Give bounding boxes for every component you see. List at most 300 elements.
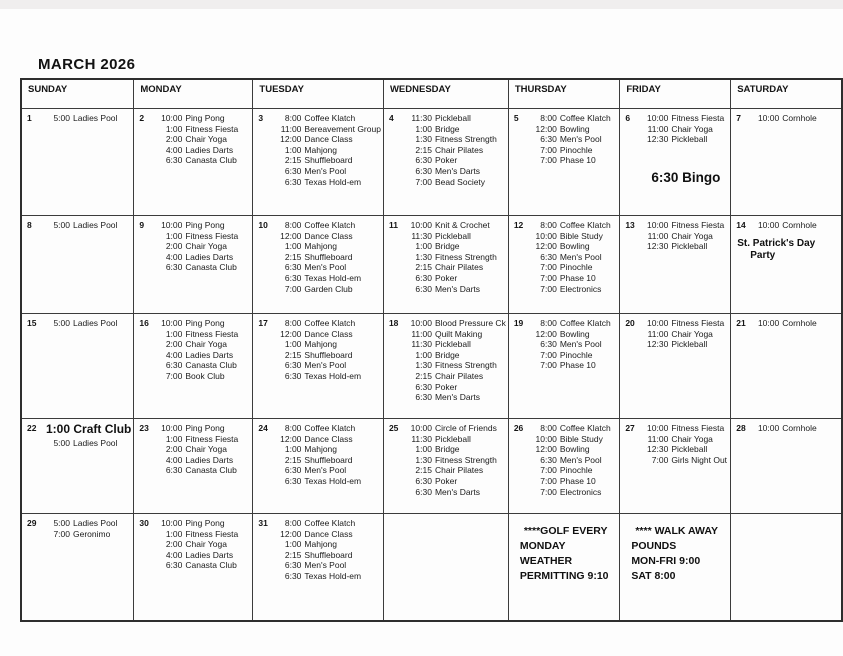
event-time: 8:00: [284, 423, 302, 433]
day-cell-10: [253, 216, 384, 314]
calendar-event: [753, 113, 839, 124]
event-name: Coffee Klatch: [559, 220, 611, 230]
event-name: Chair Pilates: [434, 465, 484, 476]
event-name: Knit & Crochet: [434, 220, 490, 230]
event-time: 2:15: [284, 454, 302, 465]
calendar-event: [156, 145, 250, 156]
event-name: Chair Yoga: [185, 134, 227, 145]
calendar-event: [406, 455, 506, 466]
calendar-event: [642, 231, 728, 242]
day-cell-11: [383, 216, 508, 314]
event-time: 7:00: [540, 262, 557, 273]
highlight-event: 1:00 Craft Club: [46, 422, 132, 436]
event-name: Ladies Pool: [73, 220, 118, 230]
calendar-event: [406, 476, 506, 487]
event-name: Phase 10: [559, 475, 596, 486]
event-name: Shuffleboard: [304, 454, 353, 465]
event-name: Men's Pool: [559, 454, 602, 465]
calendar-event: [44, 438, 131, 449]
event-name: Poker: [434, 475, 458, 486]
calendar-event: [44, 220, 131, 231]
event-time: 10:00: [410, 318, 432, 328]
day-number: 5: [513, 113, 519, 123]
event-time: 11:00: [411, 328, 432, 339]
calendar-event: [275, 465, 381, 476]
calendar-event: [275, 560, 381, 571]
calendar-event: [531, 434, 617, 445]
calendar-event: [642, 134, 728, 145]
event-time: 12:30: [647, 339, 669, 350]
event-name: Men's Pool: [304, 360, 347, 371]
calendar-event: [156, 539, 250, 550]
day-header-friday: FRIDAY: [620, 79, 731, 109]
event-name: Shuffleboard: [304, 251, 353, 262]
day-number: 7: [736, 113, 741, 123]
calendar-event: [156, 318, 250, 329]
event-list: [753, 423, 839, 434]
day-cell-26: [508, 419, 619, 514]
calendar-event: [156, 231, 250, 242]
event-time: 1:00: [415, 241, 432, 252]
event-name: Pinochle: [559, 262, 593, 273]
calendar-event: [531, 124, 617, 135]
event-list: [275, 423, 381, 487]
event-time: 12:30: [647, 444, 669, 455]
day-cell-29: [21, 514, 134, 621]
calendar-event: [406, 166, 506, 177]
event-time: 7:00: [540, 144, 557, 155]
calendar-event: [642, 220, 728, 231]
day-number: 16: [139, 318, 149, 328]
calendar-event: [406, 350, 506, 361]
calendar-event: [156, 350, 250, 361]
event-name: Bridge: [434, 241, 460, 252]
event-name: Chair Yoga: [185, 539, 227, 550]
day-cell-21: [731, 314, 842, 419]
calendar-event: [406, 241, 506, 252]
special-note: St. Patrick's Day Party: [737, 237, 816, 262]
day-number: 17: [258, 318, 268, 328]
calendar-event: [156, 465, 250, 476]
calendar-event: [275, 145, 381, 156]
event-name: Phase 10: [559, 272, 596, 283]
event-name: Ladies Pool: [73, 318, 118, 328]
event-time: 10:00: [647, 318, 669, 328]
event-name: Ladies Darts: [185, 349, 234, 360]
event-time: 10:00: [161, 518, 183, 528]
event-time: 12:00: [280, 230, 302, 241]
event-time: 10:00: [757, 220, 780, 230]
event-time: 1:00: [415, 123, 432, 134]
event-time: 6:30: [415, 486, 432, 497]
calendar-event: [531, 318, 617, 329]
event-time: 12:00: [535, 123, 557, 134]
event-list: [642, 113, 728, 145]
event-time: 12:00: [535, 444, 557, 455]
empty-cell: [383, 514, 508, 621]
event-name: Texas Hold-em: [304, 370, 362, 381]
calendar-event: [156, 339, 250, 350]
day-number: 20: [625, 318, 635, 328]
event-time: 10:00: [647, 220, 669, 230]
event-time: 7:00: [540, 283, 557, 294]
day-number: 9: [139, 220, 145, 230]
event-time: 2:15: [415, 465, 432, 476]
event-time: 6:30: [284, 570, 302, 581]
calendar-event: [275, 155, 381, 166]
event-name: Pickleball: [671, 241, 708, 252]
event-time: 11:00: [280, 123, 302, 134]
event-time: 2:15: [284, 549, 302, 560]
event-time: 8:00: [284, 518, 302, 528]
event-time: 6:30: [165, 155, 183, 166]
calendar-event: [406, 113, 506, 124]
calendar-event: [642, 329, 728, 340]
event-name: Bridge: [434, 123, 460, 134]
calendar-event: [531, 134, 617, 145]
event-name: Shuffleboard: [304, 349, 353, 360]
event-name: Fitness Fiesta: [185, 528, 239, 539]
calendar-event: [156, 360, 250, 371]
event-list: [275, 318, 381, 382]
event-time: 7:00: [540, 349, 557, 360]
calendar-event: [275, 113, 381, 124]
day-cell-30: [134, 514, 253, 621]
calendar-event: [531, 465, 617, 476]
event-list: [275, 113, 381, 187]
event-name: Pickleball: [434, 433, 471, 444]
event-list: [156, 318, 250, 382]
event-list: [531, 423, 617, 497]
day-number: 1: [27, 113, 32, 123]
event-time: 1:00: [284, 339, 302, 350]
event-name: Dance Class: [304, 230, 353, 241]
event-time: 1:00: [165, 123, 183, 134]
week-row-2: [21, 216, 842, 314]
event-name: Ping Pong: [185, 113, 225, 123]
event-time: 2:15: [415, 262, 432, 273]
event-time: 11:00: [647, 230, 669, 241]
calendar-event: [44, 113, 131, 124]
event-time: 2:15: [415, 370, 432, 381]
calendar-event: [531, 329, 617, 340]
event-time: 2:15: [284, 251, 302, 262]
event-name: Shuffleboard: [304, 549, 353, 560]
event-name: Phase 10: [559, 360, 596, 371]
calendar-event: [531, 350, 617, 361]
scan-edge-strip: [0, 0, 843, 9]
calendar-event: [406, 284, 506, 295]
calendar-event: [156, 262, 250, 273]
event-time: 4:00: [165, 349, 183, 360]
event-name: Men's Darts: [434, 392, 481, 403]
event-time: 6:30: [415, 283, 432, 294]
event-name: Fitness Fiesta: [185, 328, 239, 339]
calendar-event: [156, 124, 250, 135]
day-number: 28: [736, 423, 746, 433]
event-time: 2:15: [284, 155, 302, 166]
event-time: 1:30: [415, 454, 432, 465]
week-row-3: [21, 314, 842, 419]
day-number: 2: [139, 113, 145, 123]
calendar-event: [642, 124, 728, 135]
day-number: 23: [139, 423, 149, 433]
event-time: 10:00: [410, 220, 432, 230]
event-time: 1:00: [284, 539, 302, 550]
calendar-event: [531, 113, 617, 124]
event-name: Blood Pressure Ck: [434, 318, 506, 328]
event-name: Canasta Club: [185, 560, 237, 571]
day-cell-16: [134, 314, 253, 419]
calendar-event: [275, 550, 381, 561]
event-list: [156, 423, 250, 476]
calendar-table: [20, 78, 843, 622]
event-name: Ping Pong: [185, 220, 225, 230]
event-time: 2:00: [165, 339, 183, 350]
calendar-event: [44, 318, 131, 329]
special-note: ****GOLF EVERY MONDAY WEATHER PERMITTING 9:10: [519, 525, 609, 582]
day-cell-14: [731, 216, 842, 314]
day-cell-19: [508, 314, 619, 419]
event-name: Poker: [434, 272, 458, 283]
event-time: 1:00: [165, 433, 183, 444]
event-name: Fitness Fiesta: [671, 318, 725, 328]
calendar-event: [156, 155, 250, 166]
calendar-event: [275, 284, 381, 295]
calendar-event: [531, 273, 617, 284]
event-name: Bridge: [434, 349, 460, 360]
calendar-event: [642, 339, 728, 350]
event-list: [406, 220, 506, 294]
event-time: 7:00: [165, 370, 183, 381]
day-cell-12: [508, 216, 619, 314]
calendar-event: [406, 231, 506, 242]
day-cell-22: [21, 419, 134, 514]
calendar-event: [275, 518, 381, 529]
day-cell-25: [383, 419, 508, 514]
event-time: 10:00: [757, 423, 780, 433]
event-name: Shuffleboard: [304, 155, 353, 166]
calendar-event: [156, 241, 250, 252]
calendar-event: [275, 134, 381, 145]
calendar-event: [406, 134, 506, 145]
event-name: Girls Night Out: [671, 454, 728, 465]
calendar-event: [406, 434, 506, 445]
event-name: Dance Class: [304, 433, 353, 444]
event-name: Fitness Strength: [434, 134, 497, 145]
event-time: 6:30: [540, 251, 557, 262]
event-name: Men's Pool: [559, 339, 602, 350]
day-cell-31: [253, 514, 384, 621]
event-name: Coffee Klatch: [559, 318, 611, 328]
calendar-event: [531, 220, 617, 231]
event-name: Ping Pong: [185, 318, 225, 328]
calendar-event: [642, 113, 728, 124]
calendar-event: [275, 273, 381, 284]
calendar-event: [406, 392, 506, 403]
day-cell-6: [620, 109, 731, 216]
day-number: 27: [625, 423, 635, 433]
week-row-5: [21, 514, 842, 621]
event-time: 1:30: [415, 134, 432, 145]
calendar-event: [156, 560, 250, 571]
event-name: Coffee Klatch: [559, 113, 611, 123]
event-name: Ping Pong: [185, 423, 225, 433]
calendar-event: [275, 329, 381, 340]
event-time: 10:00: [161, 220, 183, 230]
event-time: 2:00: [165, 134, 183, 145]
event-name: Ping Pong: [185, 518, 225, 528]
day-cell-15: [21, 314, 134, 419]
event-time: 1:00: [165, 528, 183, 539]
event-name: Chair Yoga: [671, 328, 713, 339]
event-time: 10:00: [161, 113, 183, 123]
event-name: Bowling: [559, 241, 590, 252]
calendar-event: [275, 231, 381, 242]
event-name: Men's Darts: [434, 283, 481, 294]
calendar-event: [642, 241, 728, 252]
day-cell-8: [21, 216, 134, 314]
event-name: Ladies Darts: [185, 454, 234, 465]
calendar-event: [753, 318, 839, 329]
day-number: 13: [625, 220, 635, 230]
event-time: 1:00: [284, 444, 302, 455]
event-name: Pinochle: [559, 465, 593, 476]
event-name: Electronics: [559, 283, 602, 294]
event-time: 1:00: [415, 444, 432, 455]
event-name: Ladies Darts: [185, 251, 234, 262]
event-list: [156, 113, 250, 166]
event-name: Chair Pilates: [434, 144, 484, 155]
event-name: Poker: [434, 381, 458, 392]
day-number: 30: [139, 518, 149, 528]
event-time: 7:00: [540, 486, 557, 497]
day-number: 3: [258, 113, 264, 123]
day-number: 6: [625, 113, 631, 123]
note-cell: [620, 514, 731, 621]
day-header-thursday: THURSDAY: [508, 79, 619, 109]
event-name: Chair Pilates: [434, 370, 484, 381]
event-time: 6:30: [415, 165, 432, 176]
event-name: Chair Yoga: [671, 230, 713, 241]
event-name: Phase 10: [559, 155, 596, 166]
day-cell-1: [21, 109, 134, 216]
calendar-event: [156, 220, 250, 231]
event-time: 7:00: [284, 283, 302, 294]
day-number: 31: [258, 518, 268, 528]
event-time: 11:30: [411, 433, 432, 444]
event-time: 10:00: [535, 433, 557, 444]
page-title: MARCH 2026: [38, 56, 136, 73]
event-name: Fitness Strength: [434, 251, 497, 262]
event-time: 1:00: [165, 328, 183, 339]
event-time: 12:00: [280, 134, 302, 145]
event-name: Mahjong: [304, 144, 338, 155]
event-time: 6:30: [284, 176, 302, 187]
event-list: [531, 318, 617, 371]
calendar-event: [156, 434, 250, 445]
event-time: 6:30: [284, 262, 302, 273]
event-name: Bereavement Group: [304, 123, 381, 134]
event-name: Geronimo: [73, 528, 111, 539]
event-name: Chair Yoga: [185, 339, 227, 350]
event-name: Canasta Club: [185, 360, 237, 371]
event-time: 8:00: [284, 220, 302, 230]
event-time: 2:15: [415, 144, 432, 155]
event-time: 6:30: [540, 339, 557, 350]
day-number: 15: [27, 318, 37, 328]
event-time: 1:30: [415, 360, 432, 371]
event-time: 1:00: [165, 230, 183, 241]
calendar-event: [406, 262, 506, 273]
day-number: 18: [388, 318, 399, 328]
calendar-event: [156, 444, 250, 455]
event-name: Ladies Pool: [73, 518, 118, 528]
event-time: 6:30: [415, 475, 432, 486]
calendar-event: [406, 252, 506, 263]
event-name: Ladies Pool: [73, 438, 118, 448]
event-time: 12:00: [535, 241, 557, 252]
calendar-event: [531, 241, 617, 252]
special-note: **** WALK AWAY POUNDS MON-FRI 9:00 SAT 8:00: [631, 525, 718, 582]
event-time: 12:00: [280, 433, 302, 444]
event-list: [44, 518, 131, 539]
day-header-saturday: SATURDAY: [731, 79, 842, 109]
event-time: 7:00: [651, 454, 669, 465]
event-time: 4:00: [165, 144, 183, 155]
event-time: 4:00: [165, 454, 183, 465]
calendar-event: [406, 318, 506, 329]
event-name: Pickleball: [434, 113, 471, 123]
event-list: [156, 518, 250, 571]
event-time: 11:30: [411, 230, 432, 241]
event-name: Chair Yoga: [185, 444, 227, 455]
calendar-event: [406, 145, 506, 156]
event-name: Cornhole: [782, 423, 817, 433]
event-name: Men's Darts: [434, 165, 481, 176]
calendar-event: [531, 252, 617, 263]
day-cell-23: [134, 419, 253, 514]
day-number: 26: [513, 423, 524, 433]
calendar-event: [275, 318, 381, 329]
event-time: 6:30: [284, 475, 302, 486]
calendar-event: [406, 423, 506, 434]
calendar-event: [275, 539, 381, 550]
event-time: 6:30: [284, 272, 302, 283]
event-time: 5:00: [53, 318, 70, 328]
event-time: 6:30: [415, 272, 432, 283]
calendar-event: [275, 124, 381, 135]
event-list: [406, 113, 506, 187]
event-time: 10:00: [161, 318, 183, 328]
day-cell-27: [620, 419, 731, 514]
event-name: Poker: [434, 155, 458, 166]
event-time: 10:00: [535, 230, 557, 241]
calendar-event: [156, 529, 250, 540]
event-name: Men's Pool: [304, 262, 347, 273]
event-list: [275, 518, 381, 582]
event-time: 7:00: [540, 465, 557, 476]
event-list: [44, 220, 131, 231]
calendar-event: [156, 329, 250, 340]
day-cell-3: [253, 109, 384, 216]
day-cell-13: [620, 216, 731, 314]
event-time: 8:00: [540, 318, 557, 328]
event-name: Men's Pool: [559, 134, 602, 145]
event-time: 6:30: [284, 165, 302, 176]
event-name: Chair Yoga: [185, 241, 227, 252]
event-name: Canasta Club: [185, 465, 237, 476]
